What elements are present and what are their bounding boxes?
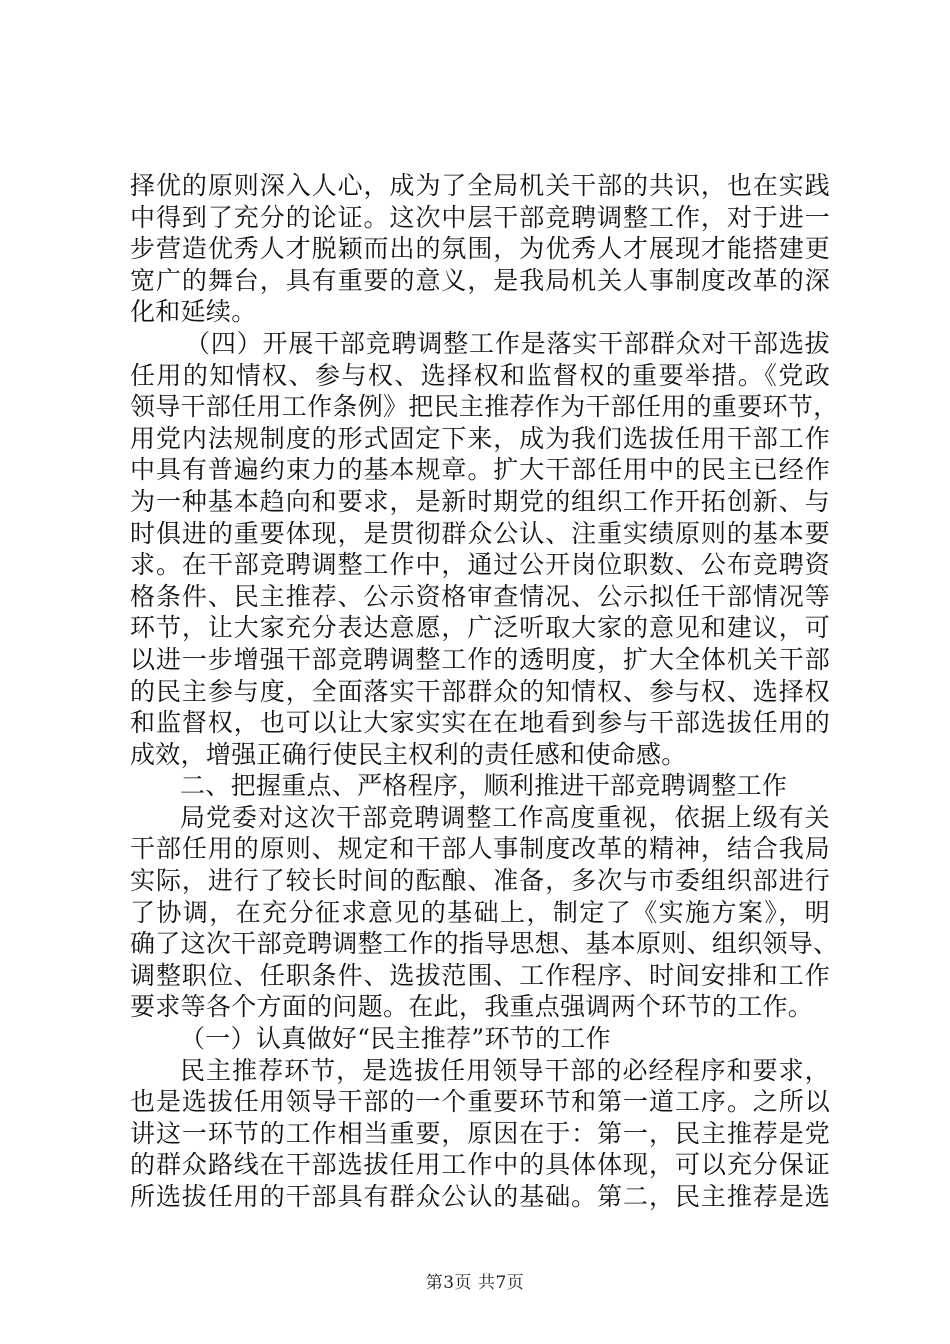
text-line: 任用的知情权、参与权、选择权和监督权的重要举措。《党政	[130, 360, 830, 390]
text-line: 民主推荐环节，是选拔任用领导干部的必经程序和要求，	[180, 1055, 830, 1085]
text-line: 宽广的舞台，具有重要的意义，是我局机关人事制度改革的深	[130, 265, 830, 295]
text-line: 讲这一环节的工作相当重要，原因在于：第一，民主推荐是党	[130, 1118, 830, 1148]
text-line: 了协调，在充分征求意见的基础上，制定了《实施方案》，明	[130, 897, 830, 927]
text-line: （四）开展干部竞聘调整工作是落实干部群众对干部选拔	[185, 328, 830, 358]
document-body	[130, 170, 839, 1213]
text-line: 调整职位、任职条件、选拔范围、工作程序、时间安排和工作	[130, 960, 830, 990]
text-line: 化和延续。	[130, 297, 257, 327]
text-line: （一）认真做好“民主推荐”环节的工作	[180, 1024, 611, 1054]
text-line: 以进一步增强干部竞聘调整工作的透明度，扩大全体机关干部	[130, 644, 830, 674]
text-line: 确了这次干部竞聘调整工作的指导思想、基本原则、组织领导、	[130, 929, 839, 959]
text-line: 环节，让大家充分表达意愿，广泛听取大家的意见和建议，可	[130, 613, 830, 643]
text-line: 中得到了充分的论证。这次中层干部竞聘调整工作，对于进一	[130, 202, 830, 232]
text-line: 成效，增强正确行使民主权利的责任感和使命感。	[130, 739, 687, 769]
text-line: 中具有普遍约束力的基本规章。扩大干部任用中的民主已经作	[130, 455, 830, 485]
text-line: 和监督权，也可以让大家实实在在地看到参与干部选拔任用的	[130, 708, 830, 738]
text-line: 格条件、民主推荐、公示资格审查情况、公示拟任干部情况等	[130, 581, 830, 611]
text-line: 二、把握重点、严格程序，顺利推进干部竞聘调整工作	[180, 771, 788, 801]
text-line: 择优的原则深入人心，成为了全局机关干部的共识，也在实践	[130, 171, 830, 200]
text-line: 干部任用的原则、规定和干部人事制度改革的精神，结合我局	[130, 834, 830, 864]
text-line: 实际，进行了较长时间的酝酿、准备，多次与市委组织部进行	[130, 866, 830, 896]
text-line: 的民主参与度，全面落实干部群众的知情权、参与权、选择权	[130, 676, 830, 706]
page-footer: 第3页 共7页	[425, 1273, 525, 1293]
text-line: 用党内法规制度的形式固定下来，成为我们选拔任用干部工作	[130, 423, 830, 453]
text-line: 时俱进的重要体现，是贯彻群众公认、注重实绩原则的基本要	[130, 518, 830, 548]
text-line: 为一种基本趋向和要求，是新时期党的组织工作开拓创新、与	[130, 486, 830, 516]
text-line: 所选拔任用的干部具有群众公认的基础。第二，民主推荐是选	[130, 1182, 830, 1211]
text-line: 局党委对这次干部竞聘调整工作高度重视，依据上级有关	[180, 802, 830, 832]
text-line: 求。在干部竞聘调整工作中，通过公开岗位职数、公布竞聘资	[130, 550, 830, 580]
text-line: 领导干部任用工作条例》把民主推荐作为干部任用的重要环节，	[130, 392, 839, 422]
text-line: 步营造优秀人才脱颖而出的氛围，为优秀人才展现才能搭建更	[130, 234, 830, 264]
text-line: 也是选拔任用领导干部的一个重要环节和第一道工序。之所以	[130, 1087, 830, 1117]
text-line: 要求等各个方面的问题。在此，我重点强调两个环节的工作。	[130, 992, 814, 1022]
text-line: 的群众路线在干部选拔任用工作中的具体体现，可以充分保证	[130, 1150, 830, 1180]
